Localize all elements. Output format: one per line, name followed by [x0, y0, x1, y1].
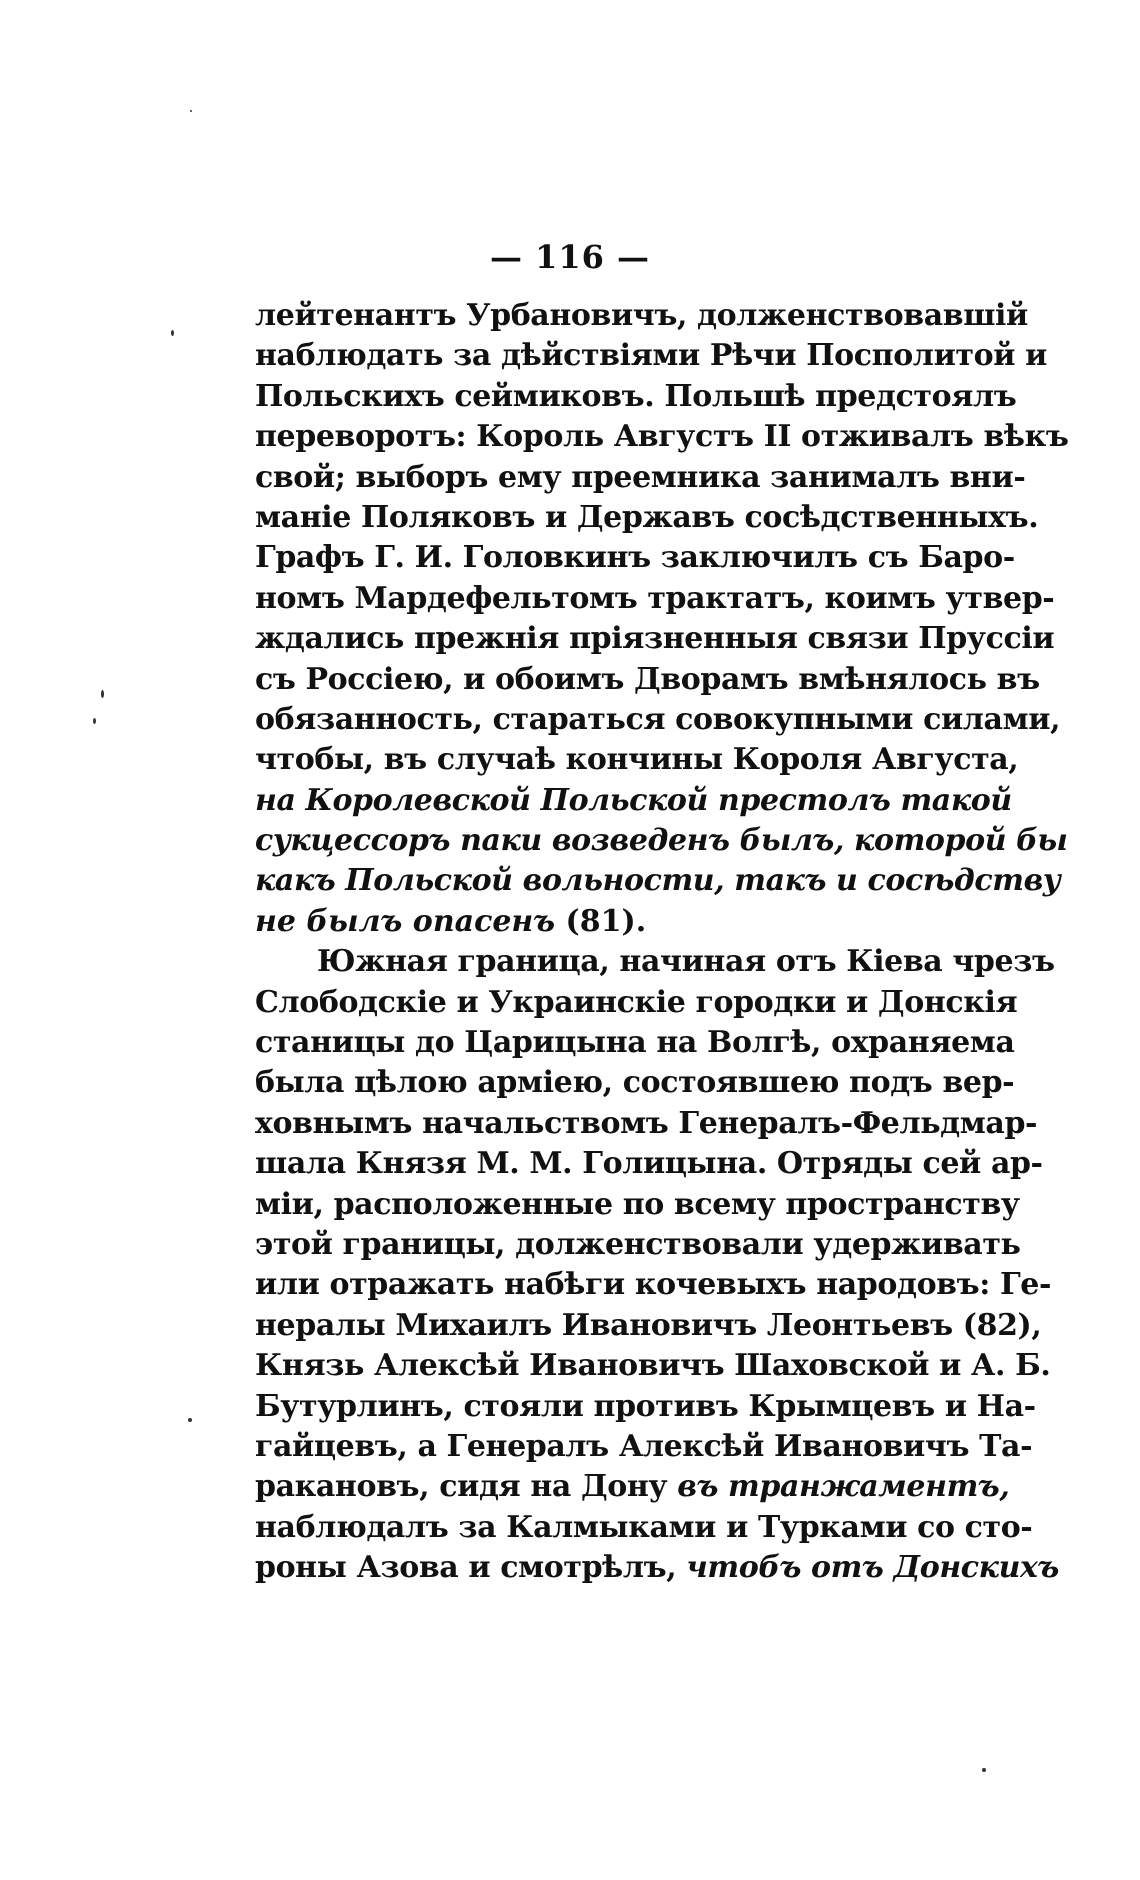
text-segment: Слободскіе и Украинскіе городки и Донскія [255, 984, 1018, 1020]
text-line [255, 983, 1018, 1023]
text-segment: гайцевъ, а Генералъ Алексѣй Ивановичъ Та- [255, 1428, 1033, 1464]
text-segment: Князь Алексѣй Ивановичъ Шаховской и А. Б. [255, 1348, 1051, 1384]
text-line [255, 1508, 1033, 1548]
text-segment: наблюдалъ за Калмыками и Турками со сто- [255, 1509, 1033, 1545]
body-text [255, 296, 1069, 1589]
text-segment: Бутурлинъ, стояли противъ Крымцевъ и На- [255, 1388, 1036, 1424]
text-line [255, 1144, 1043, 1184]
text-line [255, 296, 1028, 336]
text-line [255, 1387, 1036, 1427]
text-line [255, 1427, 1033, 1467]
page-number: — 116 — [489, 238, 651, 276]
text-segment: съ Россіею, и обоимъ Дворамъ вмѣнялось въ [255, 661, 1040, 697]
text-line [255, 821, 1068, 861]
text-line [255, 781, 1012, 821]
text-segment: Польскихъ сеймиковъ. Польшѣ предстоялъ [255, 378, 1017, 414]
text-line [255, 1346, 1051, 1386]
italic-text: сукцессоръ паки возведенъ былъ, которой бы [255, 823, 1068, 859]
italic-text: на Королевской Польской престолъ такой [255, 782, 1012, 818]
text-segment: ховнымъ начальствомъ Генералъ-Фельдмар- [255, 1105, 1038, 1141]
scan-speck [982, 1768, 986, 1772]
text-line [255, 377, 1017, 417]
text-segment: ракановъ, сидя на Дону [255, 1469, 678, 1505]
italic-text: какъ Польской вольности, такъ и сосѣдству [255, 863, 1061, 899]
text-line [255, 942, 1055, 982]
text-segment: или отражать набѣги кочевыхъ народовъ: Ге- [255, 1267, 1052, 1303]
text-segment: чтобы, въ случаѣ кончины Короля Августа, [255, 742, 1019, 778]
italic-text: въ транжаментъ, [677, 1469, 1010, 1505]
text-segment: была цѣлою арміею, состоявшею подъ вер- [255, 1065, 1015, 1101]
text-segment: міи, расположенные по всему пространству [255, 1186, 1020, 1222]
italic-text: чтобъ отъ Донскихъ [686, 1550, 1059, 1586]
text-segment: маніе Поляковъ и Державъ сосѣдственныхъ. [255, 499, 1039, 535]
italic-text: не былъ опасенъ [255, 903, 556, 939]
text-segment: обязанность, стараться совокупными силами, [255, 701, 1061, 737]
text-segment: наблюдать за дѣйствіями Рѣчи Посполитой и [255, 338, 1047, 374]
scan-speck [93, 718, 96, 724]
text-segment: этой границы, долженствовали удерживать [255, 1226, 1021, 1262]
text-line [255, 1548, 1059, 1588]
text-line [255, 1306, 1042, 1346]
text-segment: станицы до Царицына на Волгѣ, охраняема [255, 1025, 1015, 1061]
text-line [255, 1467, 1010, 1507]
text-line [255, 660, 1040, 700]
text-line [255, 498, 1039, 538]
text-line [255, 902, 975, 942]
text-line [255, 1265, 1052, 1305]
text-line [255, 1185, 1020, 1225]
text-segment: шала Князя М. М. Голицына. Отряды сей ар- [255, 1146, 1043, 1182]
scan-speck [188, 1418, 192, 1422]
text-segment: Графъ Г. И. Головкинъ заключилъ съ Баро- [255, 540, 1015, 576]
text-segment: номъ Мардефельтомъ трактатъ, коимъ утвер- [255, 580, 1055, 616]
text-segment: свой; выборъ ему преемника занималъ вни- [255, 459, 1026, 495]
text-segment: переворотъ: Король Августъ II отживалъ вѣкъ [255, 419, 1069, 455]
text-line [255, 740, 1019, 780]
text-line [255, 861, 1061, 901]
text-line [255, 458, 1026, 498]
text-segment: ждались прежнія пріязненныя связи Пруссіи [255, 621, 1055, 657]
text-segment: лейтенантъ Урбановичъ, долженствовавшій [255, 298, 1028, 333]
text-line [255, 1023, 1015, 1063]
text-line [255, 1225, 1021, 1265]
scan-speck [101, 690, 104, 698]
text-segment: нералы Михаилъ Ивановичъ Леонтьевъ (82), [255, 1307, 1042, 1343]
text-segment: (81). [555, 903, 647, 939]
text-line [255, 1104, 1038, 1144]
text-line [255, 700, 1061, 740]
scan-speck [171, 330, 174, 336]
text-line [255, 619, 1055, 659]
text-line [255, 417, 1069, 457]
text-segment: роны Азова и смотрѣлъ, [255, 1550, 687, 1586]
scan-speck [190, 110, 192, 112]
text-segment: Южная граница, начиная отъ Кіева чрезъ [317, 944, 1055, 980]
text-line [255, 538, 1015, 578]
text-line [255, 336, 1047, 376]
text-line [255, 579, 1055, 619]
text-line [255, 1063, 1015, 1103]
